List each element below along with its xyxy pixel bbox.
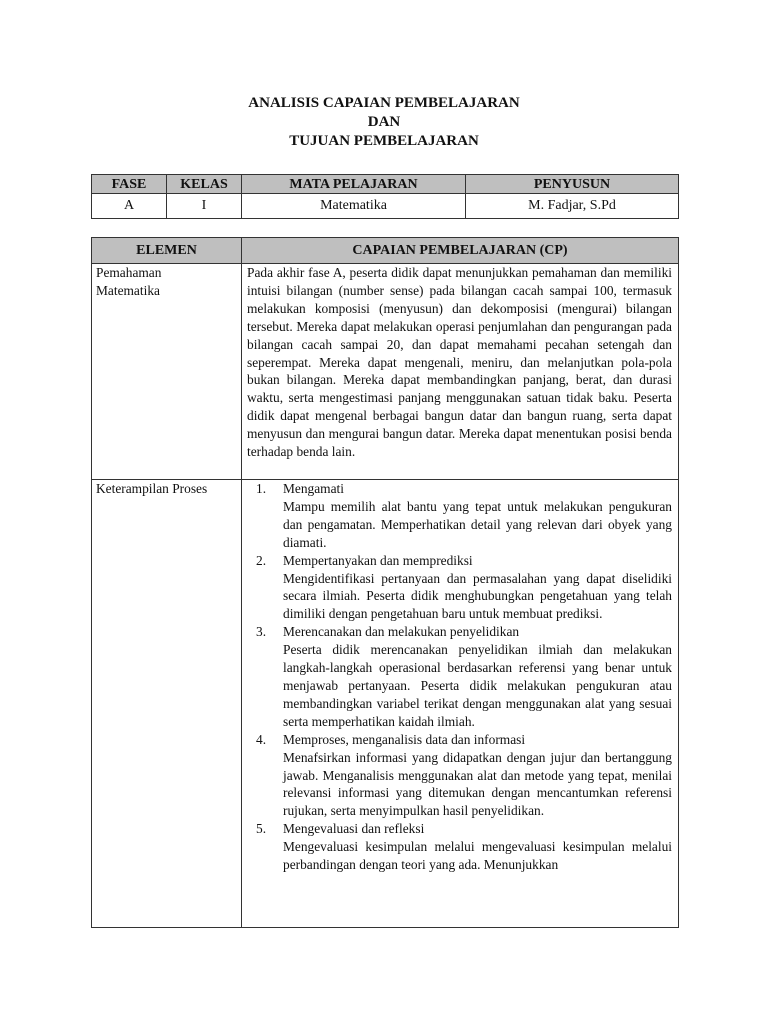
item-title: Mengamati — [283, 481, 344, 496]
list-item — [247, 731, 672, 821]
cell-fase: A — [92, 194, 167, 219]
item-number: 1. — [256, 481, 267, 496]
skills-list — [247, 480, 672, 874]
header-elemen: ELEMEN — [92, 238, 242, 264]
list-item — [247, 623, 672, 730]
capaian-cell — [242, 264, 679, 480]
item-number: 3. — [256, 624, 267, 640]
table-row — [92, 264, 679, 480]
item-number: 2. — [256, 552, 267, 568]
info-header-row — [92, 175, 679, 194]
elemen-cell — [92, 480, 242, 928]
cell-mata-pelajaran: Matematika — [242, 194, 466, 219]
elemen-label: Pemahaman Matematika — [96, 265, 162, 298]
item-description: Mengevaluasi kesimpulan melalui mengevaluasi kesimpulan melalui perbandingan dengan teori yang ada. Menunjukkan — [283, 839, 672, 873]
title-line-2: DAN — [367, 114, 401, 130]
item-description: Mampu memilih alat bantu yang tepat untuk melakukan pengukuran dan pengamatan. Memperhatikan detail yang relevan dari obyek yang diamati. — [283, 498, 672, 550]
cp-table — [91, 237, 679, 928]
header-mata-pelajaran: MATA PELAJARAN — [242, 175, 466, 194]
cp-header-row — [92, 238, 679, 264]
item-number: 4. — [256, 731, 267, 747]
capaian-text: Pada akhir fase A, peserta didik dapat menunjukkan pemahaman dan memiliki intuisi bilangan (number sense) pada bilangan cacah sampai 100, termasuk melakukan komposisi (menyusun) dan dekomposisi (mengurai) bilangan tersebut. Mereka dapat melakukan operasi penjumlahan dan pengurangan pada bilangan cacah sampai 20, dan dapat memahami pecahan setengah dan seperempat. Mereka dapat mengenali, meniru, dan melanjutkan pola-pola bukan bilangan. Mereka dapat membandingkan panjang, berat, dan durasi waktu, serta mengestimasi panjang menggunakan satuan tidak baku. Peserta didik dapat mengenal berbagai bangun datar dan bangun ruang, serta dapat menyusun dan mengurai bangun datar. Mereka dapat menentukan posisi benda terhadap benda lain. — [247, 265, 672, 460]
list-item — [247, 820, 672, 874]
document-title — [0, 94, 768, 151]
info-table — [91, 174, 679, 219]
item-number: 5. — [256, 821, 267, 837]
elemen-label: Keterampilan Proses — [96, 481, 208, 496]
header-kelas: KELAS — [167, 175, 242, 194]
cell-kelas: I — [167, 194, 242, 219]
header-capaian: CAPAIAN PEMBELAJARAN (CP) — [242, 238, 679, 264]
cell-penyusun: M. Fadjar, S.Pd — [466, 194, 679, 219]
elemen-cell — [92, 264, 242, 480]
info-data-row — [92, 194, 679, 219]
item-description: Mengidentifikasi pertanyaan dan permasalahan yang dapat diselidiki secara ilmiah. Peserta didik menghubungkan pengetahuan yang telah dimiliki dengan pengetahuan baru untuk membuat prediksi. — [283, 570, 672, 622]
item-description: Menafsirkan informasi yang didapatkan dengan jujur dan bertanggung jawab. Menganalisis menggunakan alat dan metode yang tepat, menilai relevansi informasi yang ditemukan dengan mencantumkan referensi rujukan, serta menyimpulkan hasil penyelidikan. — [283, 749, 672, 819]
item-description: Peserta didik merencanakan penyelidikan ilmiah dan melakukan langkah-langkah operasional berdasarkan referensi yang benar untuk menjawab pertanyaan. Peserta didik melakukan pengukuran atau membandingkan variabel terikat dengan menggunakan alat yang sesuai serta memperhatikan kaidah ilmiah. — [283, 642, 672, 729]
table-row — [92, 480, 679, 928]
item-title: Mempertanyakan dan memprediksi — [283, 552, 473, 568]
item-title: Merencanakan dan melakukan penyelidikan — [283, 624, 520, 640]
item-title: Memproses, menganalisis data dan informasi — [283, 731, 526, 747]
capaian-cell — [242, 480, 679, 928]
title-line-3: TUJUAN PEMBELAJARAN — [289, 133, 479, 149]
header-fase: FASE — [92, 175, 167, 194]
list-item — [247, 480, 672, 552]
list-item — [247, 552, 672, 624]
item-title: Mengevaluasi dan refleksi — [283, 821, 425, 837]
title-line-1: ANALISIS CAPAIAN PEMBELAJARAN — [248, 95, 520, 111]
header-penyusun: PENYUSUN — [466, 175, 679, 194]
